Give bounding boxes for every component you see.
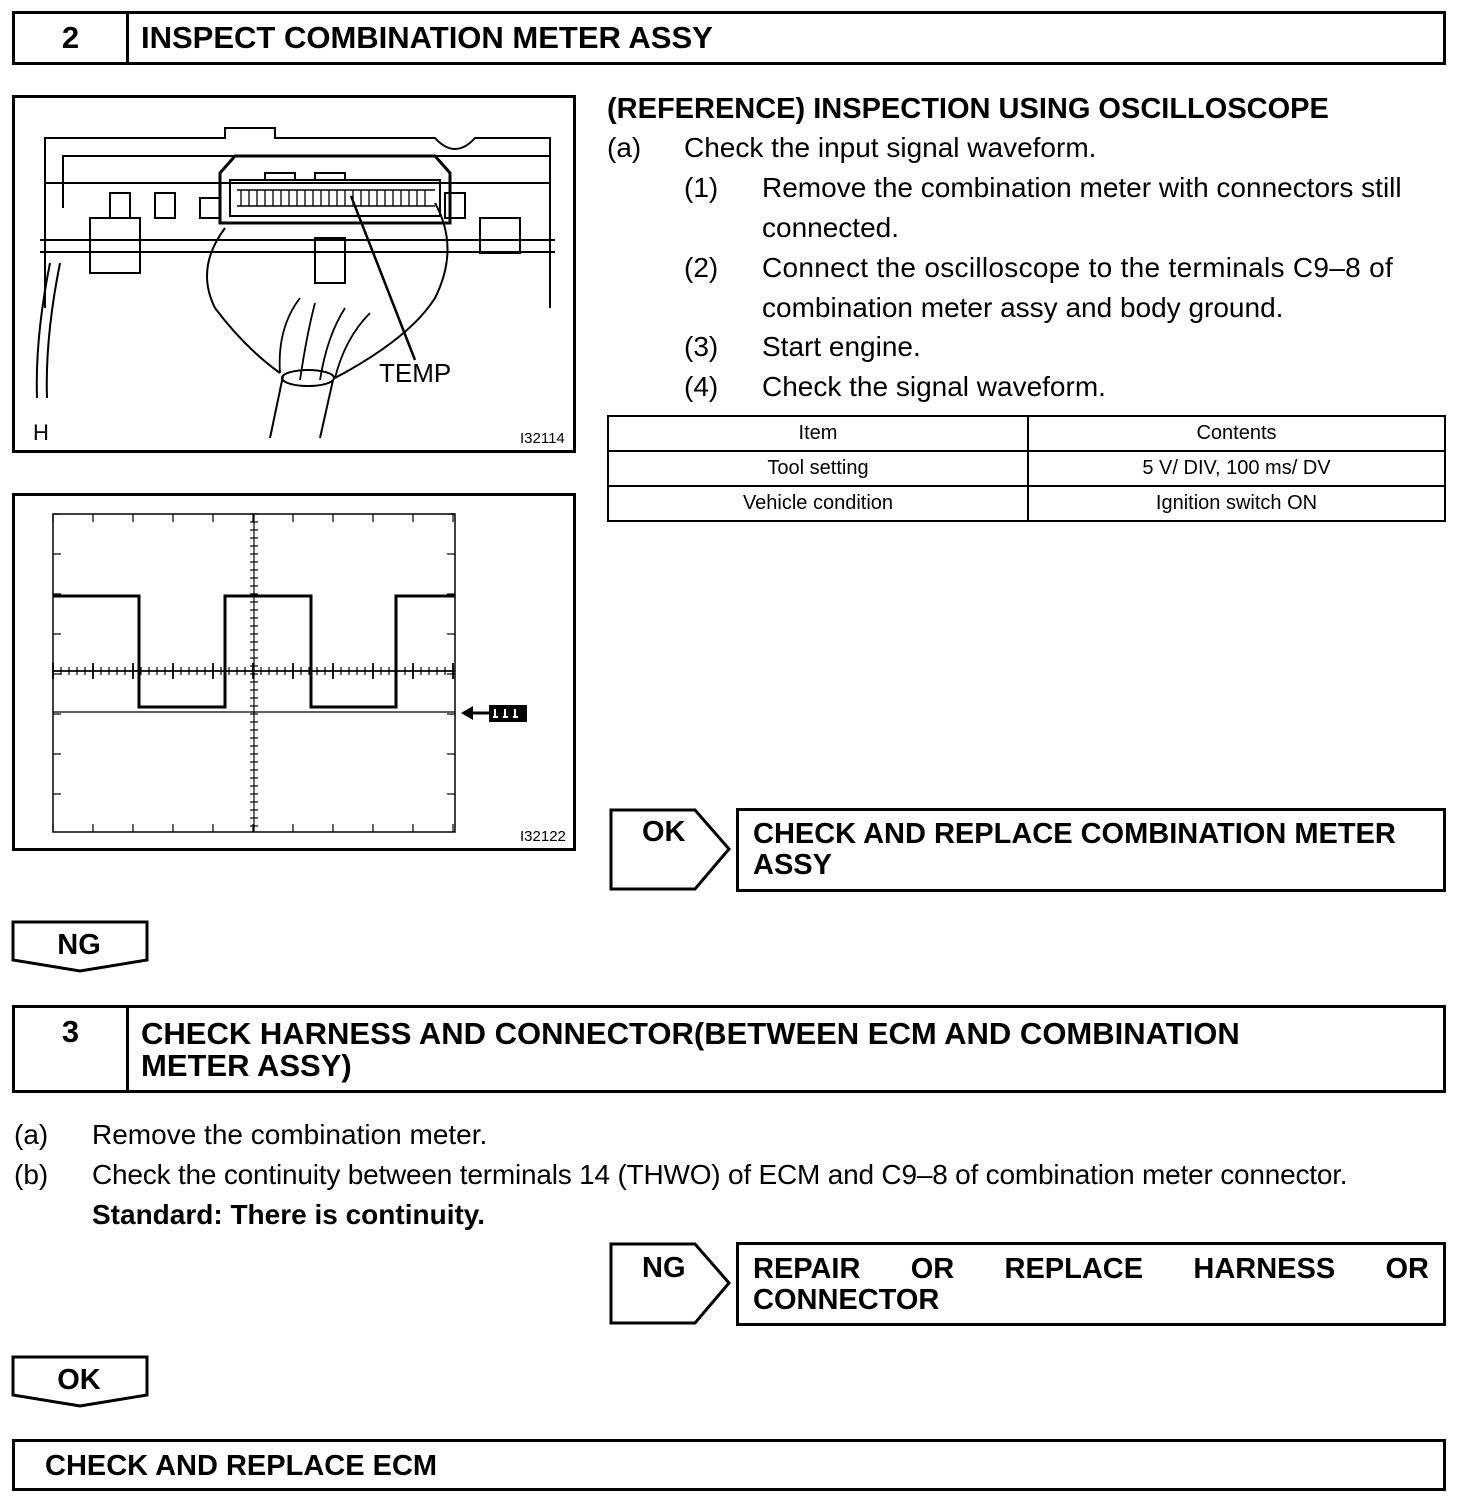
result-replace-meter-line-2: ASSY (753, 849, 832, 881)
item-3-num: (3) (684, 331, 719, 362)
item-2-line-1: Connect the oscilloscope to the terminals C9–8 of (762, 252, 1394, 283)
table-header-contents: Contents (1028, 416, 1445, 451)
item-4-num: (4) (684, 371, 719, 402)
result-replace-meter-line-1: CHECK AND REPLACE COMBINATION METER (753, 818, 1396, 850)
step3-header (12, 1005, 1446, 1093)
table-cell: Vehicle condition (608, 486, 1028, 521)
result-repair-harness-line-2: CONNECTOR (753, 1284, 940, 1316)
step3-standard: Standard: There is continuity. (92, 1199, 486, 1230)
step2-header (12, 11, 1446, 65)
item-2-num: (2) (684, 252, 719, 283)
step2-title: INSPECT COMBINATION METER ASSY (141, 20, 713, 55)
step3-b-marker: (b) (14, 1159, 49, 1190)
item-1-num: (1) (684, 172, 719, 203)
result-repair-harness-line-1: REPAIR OR REPLACE HARNESS OR (753, 1253, 1429, 1285)
final-action (12, 1439, 1446, 1491)
step3-b-text: Check the continuity between terminals 14 (THWO) of ECM and C9–8 of combination meter connector. (92, 1159, 1348, 1190)
figure2-id: I32122 (520, 828, 566, 845)
reference-a-marker: (a) (607, 132, 642, 163)
result-repair-harness (736, 1242, 1446, 1326)
spec-table (607, 415, 1446, 522)
ng-label-2: NG (642, 1252, 686, 1284)
step3-a-marker: (a) (14, 1119, 49, 1150)
waveform-figure (12, 493, 576, 851)
table-cell: Ignition switch ON (1028, 486, 1445, 521)
item-3-line-1: Start engine. (762, 331, 921, 362)
final-action-text: CHECK AND REPLACE ECM (45, 1450, 438, 1482)
ok-label-1: OK (642, 816, 686, 848)
connector-illustration (15, 98, 573, 450)
oscilloscope-screen (15, 496, 573, 848)
item-2-line-2: combination meter assy and body ground. (762, 292, 1284, 323)
step3-number: 3 (15, 1008, 129, 1056)
result-replace-meter (736, 808, 1446, 892)
table-cell: 5 V/ DIV, 100 ms/ DV (1028, 451, 1445, 486)
connector-figure (12, 95, 576, 453)
figure1-id: I32114 (520, 430, 565, 447)
ground-marker (461, 705, 527, 722)
item-4-line-1: Check the signal waveform. (762, 371, 1106, 402)
item-1-line-2: connected. (762, 212, 899, 243)
step3-title-line-2: METER ASSY) (141, 1048, 352, 1083)
figure-corner-letter: H (33, 420, 49, 445)
item-1-line-1: Remove the combination meter with connectors still (762, 172, 1402, 203)
reference-heading: (REFERENCE) INSPECTION USING OSCILLOSCOPE (607, 93, 1329, 125)
ng-label-1: NG (57, 929, 101, 961)
table-row (608, 486, 1445, 521)
temp-callout: TEMP (379, 358, 452, 388)
table-cell: Tool setting (608, 451, 1028, 486)
step3-divider (126, 1008, 129, 1090)
step3-title-line-1: CHECK HARNESS AND CONNECTOR(BETWEEN ECM AND COMBINATION (141, 1016, 1240, 1051)
step3-a-text: Remove the combination meter. (92, 1119, 488, 1150)
reference-a-text: Check the input signal waveform. (684, 132, 1097, 163)
ok-label-2: OK (57, 1364, 101, 1396)
table-header-row (608, 416, 1445, 451)
step2-number: 2 (15, 14, 129, 62)
table-header-item: Item (608, 416, 1028, 451)
table-row (608, 451, 1445, 486)
